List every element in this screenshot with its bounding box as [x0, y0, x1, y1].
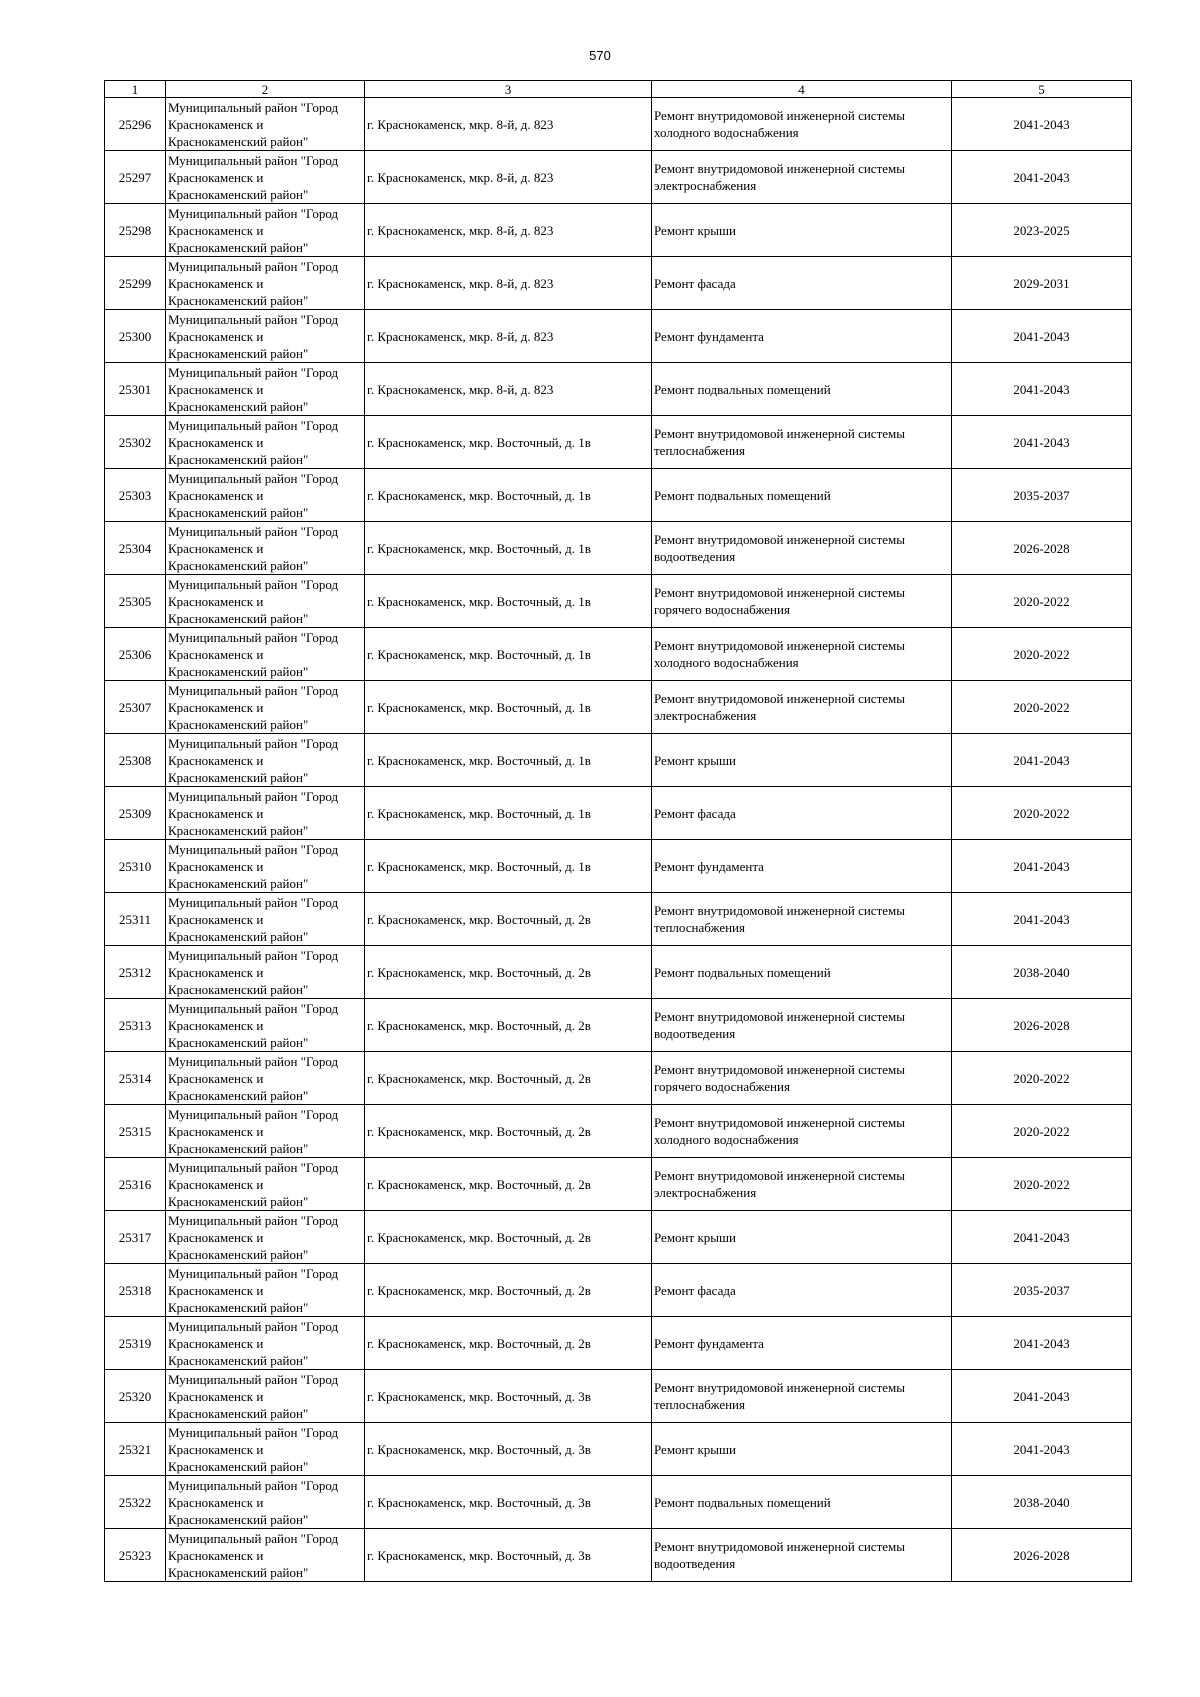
- table-row: [105, 1211, 1132, 1264]
- table-row: [105, 840, 1132, 893]
- work-type-cell: Ремонт крыши: [652, 1423, 952, 1476]
- period-cell: 2041-2043: [952, 734, 1132, 787]
- district-cell: Муниципальный район "Город Краснокаменск и Краснокаменский район": [166, 1423, 365, 1476]
- work-type-cell: Ремонт подвальных помещений: [652, 363, 952, 416]
- period-cell: 2041-2043: [952, 310, 1132, 363]
- address-cell: г. Краснокаменск, мкр. 8-й, д. 823: [365, 151, 652, 204]
- address-cell: г. Краснокаменск, мкр. 8-й, д. 823: [365, 310, 652, 363]
- work-type-cell: Ремонт фундамента: [652, 840, 952, 893]
- row-number: 25308: [105, 734, 166, 787]
- district-cell: Муниципальный район "Город Краснокаменск и Краснокаменский район": [166, 628, 365, 681]
- header-col-5: 5: [952, 81, 1132, 98]
- row-number: 25296: [105, 98, 166, 151]
- district-cell: Муниципальный район "Город Краснокаменск и Краснокаменский район": [166, 1264, 365, 1317]
- address-cell: г. Краснокаменск, мкр. Восточный, д. 1в: [365, 575, 652, 628]
- work-type-cell: Ремонт внутридомовой инженерной системы электроснабжения: [652, 681, 952, 734]
- work-type-cell: Ремонт крыши: [652, 734, 952, 787]
- table-row: [105, 1158, 1132, 1211]
- table-body: [105, 98, 1132, 1582]
- address-cell: г. Краснокаменск, мкр. Восточный, д. 1в: [365, 628, 652, 681]
- district-cell: Муниципальный район "Город Краснокаменск и Краснокаменский район": [166, 204, 365, 257]
- work-type-cell: Ремонт внутридомовой инженерной системы горячего водоснабжения: [652, 575, 952, 628]
- address-cell: г. Краснокаменск, мкр. Восточный, д. 1в: [365, 734, 652, 787]
- district-cell: Муниципальный район "Город Краснокаменск и Краснокаменский район": [166, 1529, 365, 1582]
- work-type-cell: Ремонт внутридомовой инженерной системы теплоснабжения: [652, 893, 952, 946]
- row-number: 25315: [105, 1105, 166, 1158]
- period-cell: 2026-2028: [952, 999, 1132, 1052]
- row-number: 25297: [105, 151, 166, 204]
- period-cell: 2020-2022: [952, 1052, 1132, 1105]
- row-number: 25319: [105, 1317, 166, 1370]
- header-col-4: 4: [652, 81, 952, 98]
- row-number: 25321: [105, 1423, 166, 1476]
- address-cell: г. Краснокаменск, мкр. 8-й, д. 823: [365, 98, 652, 151]
- period-cell: 2038-2040: [952, 1476, 1132, 1529]
- work-type-cell: Ремонт внутридомовой инженерной системы холодного водоснабжения: [652, 628, 952, 681]
- address-cell: г. Краснокаменск, мкр. Восточный, д. 1в: [365, 840, 652, 893]
- work-type-cell: Ремонт крыши: [652, 204, 952, 257]
- period-cell: 2041-2043: [952, 416, 1132, 469]
- address-cell: г. Краснокаменск, мкр. Восточный, д. 3в: [365, 1423, 652, 1476]
- work-type-cell: Ремонт фундамента: [652, 1317, 952, 1370]
- table-row: [105, 204, 1132, 257]
- work-type-cell: Ремонт крыши: [652, 1211, 952, 1264]
- period-cell: 2041-2043: [952, 98, 1132, 151]
- table-row: [105, 1370, 1132, 1423]
- address-cell: г. Краснокаменск, мкр. 8-й, д. 823: [365, 257, 652, 310]
- district-cell: Муниципальный район "Город Краснокаменск и Краснокаменский район": [166, 1158, 365, 1211]
- work-type-cell: Ремонт внутридомовой инженерной системы холодного водоснабжения: [652, 98, 952, 151]
- district-cell: Муниципальный район "Город Краснокаменск и Краснокаменский район": [166, 1317, 365, 1370]
- period-cell: 2026-2028: [952, 522, 1132, 575]
- district-cell: Муниципальный район "Город Краснокаменск и Краснокаменский район": [166, 310, 365, 363]
- period-cell: 2041-2043: [952, 151, 1132, 204]
- row-number: 25306: [105, 628, 166, 681]
- header-row: [105, 81, 1132, 98]
- period-cell: 2041-2043: [952, 893, 1132, 946]
- address-cell: г. Краснокаменск, мкр. Восточный, д. 1в: [365, 522, 652, 575]
- row-number: 25307: [105, 681, 166, 734]
- period-cell: 2041-2043: [952, 1211, 1132, 1264]
- address-cell: г. Краснокаменск, мкр. Восточный, д. 2в: [365, 1264, 652, 1317]
- table-header: [105, 81, 1132, 98]
- row-number: 25318: [105, 1264, 166, 1317]
- row-number: 25298: [105, 204, 166, 257]
- district-cell: Муниципальный район "Город Краснокаменск и Краснокаменский район": [166, 1052, 365, 1105]
- district-cell: Муниципальный район "Город Краснокаменск и Краснокаменский район": [166, 416, 365, 469]
- row-number: 25320: [105, 1370, 166, 1423]
- period-cell: 2041-2043: [952, 1370, 1132, 1423]
- work-type-cell: Ремонт внутридомовой инженерной системы водоотведения: [652, 522, 952, 575]
- table-row: [105, 257, 1132, 310]
- address-cell: г. Краснокаменск, мкр. Восточный, д. 2в: [365, 1105, 652, 1158]
- district-cell: Муниципальный район "Город Краснокаменск и Краснокаменский район": [166, 1105, 365, 1158]
- table-row: [105, 1423, 1132, 1476]
- page-number: 570: [589, 48, 611, 63]
- district-cell: Муниципальный район "Город Краснокаменск и Краснокаменский район": [166, 734, 365, 787]
- district-cell: Муниципальный район "Город Краснокаменск и Краснокаменский район": [166, 151, 365, 204]
- district-cell: Муниципальный район "Город Краснокаменск и Краснокаменский район": [166, 946, 365, 999]
- district-cell: Муниципальный район "Город Краснокаменск и Краснокаменский район": [166, 999, 365, 1052]
- table-row: [105, 363, 1132, 416]
- row-number: 25311: [105, 893, 166, 946]
- address-cell: г. Краснокаменск, мкр. Восточный, д. 2в: [365, 1211, 652, 1264]
- table-row: [105, 1052, 1132, 1105]
- row-number: 25316: [105, 1158, 166, 1211]
- table-row: [105, 1317, 1132, 1370]
- work-type-cell: Ремонт внутридомовой инженерной системы электроснабжения: [652, 1158, 952, 1211]
- period-cell: 2041-2043: [952, 1423, 1132, 1476]
- row-number: 25309: [105, 787, 166, 840]
- work-type-cell: Ремонт подвальных помещений: [652, 469, 952, 522]
- table-row: [105, 1476, 1132, 1529]
- table-row: [105, 575, 1132, 628]
- row-number: 25301: [105, 363, 166, 416]
- table-row: [105, 681, 1132, 734]
- period-cell: 2035-2037: [952, 1264, 1132, 1317]
- row-number: 25303: [105, 469, 166, 522]
- period-cell: 2023-2025: [952, 204, 1132, 257]
- address-cell: г. Краснокаменск, мкр. Восточный, д. 3в: [365, 1370, 652, 1423]
- district-cell: Муниципальный район "Город Краснокаменск и Краснокаменский район": [166, 1370, 365, 1423]
- period-cell: 2035-2037: [952, 469, 1132, 522]
- row-number: 25299: [105, 257, 166, 310]
- district-cell: Муниципальный район "Город Краснокаменск и Краснокаменский район": [166, 1476, 365, 1529]
- district-cell: Муниципальный район "Город Краснокаменск и Краснокаменский район": [166, 363, 365, 416]
- table-row: [105, 416, 1132, 469]
- work-type-cell: Ремонт фасада: [652, 1264, 952, 1317]
- period-cell: 2020-2022: [952, 1158, 1132, 1211]
- row-number: 25305: [105, 575, 166, 628]
- work-type-cell: Ремонт фасада: [652, 787, 952, 840]
- address-cell: г. Краснокаменск, мкр. 8-й, д. 823: [365, 204, 652, 257]
- address-cell: г. Краснокаменск, мкр. Восточный, д. 3в: [365, 1529, 652, 1582]
- table-row: [105, 1264, 1132, 1317]
- period-cell: 2038-2040: [952, 946, 1132, 999]
- row-number: 25304: [105, 522, 166, 575]
- row-number: 25323: [105, 1529, 166, 1582]
- district-cell: Муниципальный район "Город Краснокаменск и Краснокаменский район": [166, 840, 365, 893]
- table-row: [105, 628, 1132, 681]
- address-cell: г. Краснокаменск, мкр. Восточный, д. 1в: [365, 469, 652, 522]
- address-cell: г. Краснокаменск, мкр. Восточный, д. 2в: [365, 1158, 652, 1211]
- row-number: 25322: [105, 1476, 166, 1529]
- table-row: [105, 310, 1132, 363]
- address-cell: г. Краснокаменск, мкр. Восточный, д. 2в: [365, 946, 652, 999]
- district-cell: Муниципальный район "Город Краснокаменск и Краснокаменский район": [166, 522, 365, 575]
- period-cell: 2020-2022: [952, 787, 1132, 840]
- period-cell: 2020-2022: [952, 1105, 1132, 1158]
- district-cell: Муниципальный район "Город Краснокаменск и Краснокаменский район": [166, 681, 365, 734]
- district-cell: Муниципальный район "Город Краснокаменск и Краснокаменский район": [166, 575, 365, 628]
- table-row: [105, 893, 1132, 946]
- row-number: 25314: [105, 1052, 166, 1105]
- address-cell: г. Краснокаменск, мкр. Восточный, д. 1в: [365, 416, 652, 469]
- table-row: [105, 946, 1132, 999]
- row-number: 25312: [105, 946, 166, 999]
- district-cell: Муниципальный район "Город Краснокаменск и Краснокаменский район": [166, 893, 365, 946]
- district-cell: Муниципальный район "Город Краснокаменск и Краснокаменский район": [166, 469, 365, 522]
- table-row: [105, 522, 1132, 575]
- period-cell: 2020-2022: [952, 575, 1132, 628]
- work-type-cell: Ремонт подвальных помещений: [652, 1476, 952, 1529]
- work-type-cell: Ремонт внутридомовой инженерной системы электроснабжения: [652, 151, 952, 204]
- work-type-cell: Ремонт внутридомовой инженерной системы водоотведения: [652, 999, 952, 1052]
- work-type-cell: Ремонт внутридомовой инженерной системы водоотведения: [652, 1529, 952, 1582]
- period-cell: 2041-2043: [952, 1317, 1132, 1370]
- address-cell: г. Краснокаменск, мкр. Восточный, д. 2в: [365, 893, 652, 946]
- address-cell: г. Краснокаменск, мкр. 8-й, д. 823: [365, 363, 652, 416]
- district-cell: Муниципальный район "Город Краснокаменск и Краснокаменский район": [166, 1211, 365, 1264]
- table-row: [105, 787, 1132, 840]
- table-row: [105, 98, 1132, 151]
- district-cell: Муниципальный район "Город Краснокаменск и Краснокаменский район": [166, 257, 365, 310]
- row-number: 25302: [105, 416, 166, 469]
- period-cell: 2020-2022: [952, 681, 1132, 734]
- row-number: 25317: [105, 1211, 166, 1264]
- district-cell: Муниципальный район "Город Краснокаменск и Краснокаменский район": [166, 98, 365, 151]
- row-number: 25310: [105, 840, 166, 893]
- table-row: [105, 999, 1132, 1052]
- header-col-2: 2: [166, 81, 365, 98]
- table-row: [105, 469, 1132, 522]
- period-cell: 2026-2028: [952, 1529, 1132, 1582]
- work-type-cell: Ремонт фасада: [652, 257, 952, 310]
- period-cell: 2041-2043: [952, 840, 1132, 893]
- district-cell: Муниципальный район "Город Краснокаменск и Краснокаменский район": [166, 787, 365, 840]
- address-cell: г. Краснокаменск, мкр. Восточный, д. 1в: [365, 681, 652, 734]
- address-cell: г. Краснокаменск, мкр. Восточный, д. 3в: [365, 1476, 652, 1529]
- table-row: [105, 1105, 1132, 1158]
- work-type-cell: Ремонт внутридомовой инженерной системы горячего водоснабжения: [652, 1052, 952, 1105]
- address-cell: г. Краснокаменск, мкр. Восточный, д. 2в: [365, 999, 652, 1052]
- table-row: [105, 734, 1132, 787]
- address-cell: г. Краснокаменск, мкр. Восточный, д. 2в: [365, 1317, 652, 1370]
- header-col-1: 1: [105, 81, 166, 98]
- work-type-cell: Ремонт внутридомовой инженерной системы теплоснабжения: [652, 1370, 952, 1423]
- period-cell: 2029-2031: [952, 257, 1132, 310]
- row-number: 25313: [105, 999, 166, 1052]
- address-cell: г. Краснокаменск, мкр. Восточный, д. 2в: [365, 1052, 652, 1105]
- work-type-cell: Ремонт фундамента: [652, 310, 952, 363]
- table-row: [105, 151, 1132, 204]
- address-cell: г. Краснокаменск, мкр. Восточный, д. 1в: [365, 787, 652, 840]
- register-table: [104, 80, 1132, 1582]
- work-type-cell: Ремонт внутридомовой инженерной системы теплоснабжения: [652, 416, 952, 469]
- row-number: 25300: [105, 310, 166, 363]
- header-col-3: 3: [365, 81, 652, 98]
- period-cell: 2020-2022: [952, 628, 1132, 681]
- period-cell: 2041-2043: [952, 363, 1132, 416]
- work-type-cell: Ремонт внутридомовой инженерной системы холодного водоснабжения: [652, 1105, 952, 1158]
- table-row: [105, 1529, 1132, 1582]
- work-type-cell: Ремонт подвальных помещений: [652, 946, 952, 999]
